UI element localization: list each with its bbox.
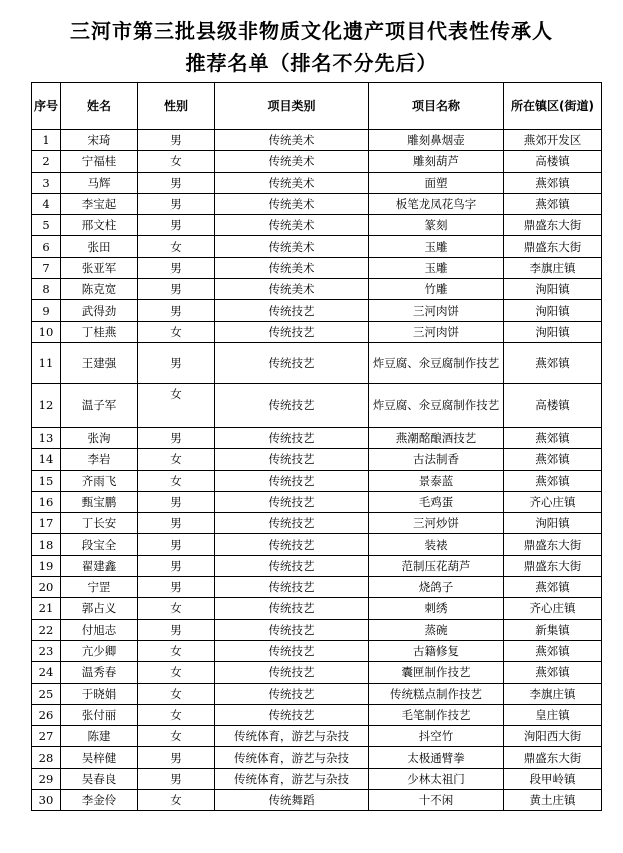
cell-name: 陈克宽 bbox=[61, 279, 138, 300]
cell-project: 毛鸡蛋 bbox=[369, 491, 504, 512]
cell-gender: 女 bbox=[138, 790, 215, 811]
cell-project: 板笔龙凤花鸟字 bbox=[369, 193, 504, 214]
cell-project: 三河炒饼 bbox=[369, 513, 504, 534]
cell-category: 传统美术 bbox=[215, 151, 369, 172]
cell-name: 丁长安 bbox=[61, 513, 138, 534]
cell-name: 马辉 bbox=[61, 172, 138, 193]
cell-gender: 男 bbox=[138, 300, 215, 321]
cell-town: 新集镇 bbox=[504, 619, 602, 640]
cell-category: 传统技艺 bbox=[215, 513, 369, 534]
cell-category: 传统美术 bbox=[215, 130, 369, 151]
cell-category: 传统技艺 bbox=[215, 321, 369, 342]
cell-project: 装裱 bbox=[369, 534, 504, 555]
cell-town: 高楼镇 bbox=[504, 383, 602, 427]
cell-category: 传统技艺 bbox=[215, 300, 369, 321]
table-row bbox=[32, 427, 602, 448]
cell-gender: 女 bbox=[138, 321, 215, 342]
cell-project: 烧鸽子 bbox=[369, 577, 504, 598]
table-row bbox=[32, 215, 602, 236]
cell-town: 洵阳镇 bbox=[504, 321, 602, 342]
cell-gender: 男 bbox=[138, 215, 215, 236]
cell-gender: 女 bbox=[138, 470, 215, 491]
cell-category: 传统美术 bbox=[215, 236, 369, 257]
cell-name: 段宝全 bbox=[61, 534, 138, 555]
cell-gender: 男 bbox=[138, 257, 215, 278]
cell-no: 18 bbox=[32, 534, 61, 555]
table-row bbox=[32, 130, 602, 151]
cell-project: 囊匣制作技艺 bbox=[369, 662, 504, 683]
cell-no: 22 bbox=[32, 619, 61, 640]
cell-name: 郭占义 bbox=[61, 598, 138, 619]
table-row bbox=[32, 534, 602, 555]
cell-no: 2 bbox=[32, 151, 61, 172]
cell-category: 传统舞蹈 bbox=[215, 790, 369, 811]
header-name: 姓名 bbox=[61, 83, 138, 130]
table-row bbox=[32, 172, 602, 193]
cell-town: 燕郊镇 bbox=[504, 172, 602, 193]
cell-project: 三河肉饼 bbox=[369, 321, 504, 342]
cell-project: 篆刻 bbox=[369, 215, 504, 236]
cell-category: 传统技艺 bbox=[215, 683, 369, 704]
cell-town: 燕郊镇 bbox=[504, 662, 602, 683]
cell-no: 3 bbox=[32, 172, 61, 193]
cell-category: 传统技艺 bbox=[215, 342, 369, 383]
header-project: 项目名称 bbox=[369, 83, 504, 130]
table-header-row bbox=[32, 83, 602, 130]
cell-gender: 女 bbox=[138, 662, 215, 683]
cell-name: 吴梓健 bbox=[61, 747, 138, 768]
cell-gender: 女 bbox=[138, 640, 215, 661]
table-row bbox=[32, 555, 602, 576]
cell-no: 10 bbox=[32, 321, 61, 342]
table-row bbox=[32, 683, 602, 704]
cell-gender: 男 bbox=[138, 193, 215, 214]
cell-category: 传统技艺 bbox=[215, 619, 369, 640]
cell-name: 温秀春 bbox=[61, 662, 138, 683]
cell-no: 15 bbox=[32, 470, 61, 491]
cell-town: 洵阳镇 bbox=[504, 279, 602, 300]
cell-no: 21 bbox=[32, 598, 61, 619]
cell-town: 鼎盛东大街 bbox=[504, 555, 602, 576]
cell-category: 传统美术 bbox=[215, 215, 369, 236]
cell-category: 传统美术 bbox=[215, 172, 369, 193]
cell-no: 16 bbox=[32, 491, 61, 512]
cell-name: 张付丽 bbox=[61, 704, 138, 725]
cell-town: 燕郊镇 bbox=[504, 449, 602, 470]
header-category: 项目类别 bbox=[215, 83, 369, 130]
cell-name: 宋琦 bbox=[61, 130, 138, 151]
cell-no: 30 bbox=[32, 790, 61, 811]
cell-name: 王建强 bbox=[61, 342, 138, 383]
cell-name: 武得劲 bbox=[61, 300, 138, 321]
cell-gender: 男 bbox=[138, 534, 215, 555]
cell-town: 洵阳镇 bbox=[504, 300, 602, 321]
cell-gender: 男 bbox=[138, 768, 215, 789]
cell-gender: 女 bbox=[138, 236, 215, 257]
cell-project: 燕潮酩酿酒技艺 bbox=[369, 427, 504, 448]
cell-name: 甄宝鹏 bbox=[61, 491, 138, 512]
cell-project: 炸豆腐、氽豆腐制作技艺 bbox=[369, 383, 504, 427]
cell-project: 刺绣 bbox=[369, 598, 504, 619]
cell-town: 鼎盛东大街 bbox=[504, 236, 602, 257]
cell-gender: 女 bbox=[138, 383, 215, 427]
cell-project: 古籍修复 bbox=[369, 640, 504, 661]
header-gender: 性别 bbox=[138, 83, 215, 130]
cell-gender: 男 bbox=[138, 342, 215, 383]
cell-category: 传统美术 bbox=[215, 279, 369, 300]
cell-name: 温子军 bbox=[61, 383, 138, 427]
table-row bbox=[32, 513, 602, 534]
cell-category: 传统体育，游艺与杂技 bbox=[215, 747, 369, 768]
cell-no: 13 bbox=[32, 427, 61, 448]
cell-no: 12 bbox=[32, 383, 61, 427]
cell-category: 传统体育，游艺与杂技 bbox=[215, 768, 369, 789]
cell-category: 传统美术 bbox=[215, 257, 369, 278]
cell-name: 李金伶 bbox=[61, 790, 138, 811]
cell-no: 6 bbox=[32, 236, 61, 257]
cell-name: 邢文柱 bbox=[61, 215, 138, 236]
table-row bbox=[32, 257, 602, 278]
cell-gender: 女 bbox=[138, 683, 215, 704]
cell-name: 齐雨飞 bbox=[61, 470, 138, 491]
cell-no: 20 bbox=[32, 577, 61, 598]
table-row bbox=[32, 491, 602, 512]
cell-name: 亢少卿 bbox=[61, 640, 138, 661]
cell-town: 燕郊镇 bbox=[504, 577, 602, 598]
cell-project: 少林太祖门 bbox=[369, 768, 504, 789]
cell-no: 17 bbox=[32, 513, 61, 534]
cell-project: 雕刻鼻烟壶 bbox=[369, 130, 504, 151]
cell-no: 29 bbox=[32, 768, 61, 789]
cell-no: 24 bbox=[32, 662, 61, 683]
cell-name: 付旭志 bbox=[61, 619, 138, 640]
cell-category: 传统美术 bbox=[215, 193, 369, 214]
cell-no: 1 bbox=[32, 130, 61, 151]
table-row bbox=[32, 704, 602, 725]
cell-town: 黄土庄镇 bbox=[504, 790, 602, 811]
cell-gender: 女 bbox=[138, 726, 215, 747]
table-row bbox=[32, 470, 602, 491]
cell-town: 李旗庄镇 bbox=[504, 257, 602, 278]
cell-town: 燕郊镇 bbox=[504, 640, 602, 661]
cell-no: 19 bbox=[32, 555, 61, 576]
cell-project: 太极通臂拳 bbox=[369, 747, 504, 768]
cell-category: 传统技艺 bbox=[215, 555, 369, 576]
cell-name: 李岩 bbox=[61, 449, 138, 470]
table-row bbox=[32, 790, 602, 811]
cell-name: 宁福桂 bbox=[61, 151, 138, 172]
cell-town: 燕郊镇 bbox=[504, 427, 602, 448]
table-row bbox=[32, 768, 602, 789]
cell-no: 8 bbox=[32, 279, 61, 300]
cell-name: 宁罡 bbox=[61, 577, 138, 598]
cell-town: 李旗庄镇 bbox=[504, 683, 602, 704]
table-row bbox=[32, 640, 602, 661]
document-subtitle: 推荐名单（排名不分先后） bbox=[185, 51, 438, 75]
cell-category: 传统技艺 bbox=[215, 427, 369, 448]
cell-gender: 男 bbox=[138, 279, 215, 300]
cell-name: 吴春良 bbox=[61, 768, 138, 789]
cell-no: 23 bbox=[32, 640, 61, 661]
cell-town: 皇庄镇 bbox=[504, 704, 602, 725]
cell-project: 竹雕 bbox=[369, 279, 504, 300]
cell-no: 4 bbox=[32, 193, 61, 214]
table-row bbox=[32, 449, 602, 470]
cell-category: 传统技艺 bbox=[215, 534, 369, 555]
cell-town: 燕郊开发区 bbox=[504, 130, 602, 151]
cell-no: 14 bbox=[32, 449, 61, 470]
cell-gender: 男 bbox=[138, 491, 215, 512]
cell-no: 27 bbox=[32, 726, 61, 747]
cell-category: 传统技艺 bbox=[215, 704, 369, 725]
cell-town: 高楼镇 bbox=[504, 151, 602, 172]
cell-project: 玉雕 bbox=[369, 236, 504, 257]
cell-category: 传统技艺 bbox=[215, 598, 369, 619]
cell-category: 传统技艺 bbox=[215, 449, 369, 470]
cell-town: 鼎盛东大街 bbox=[504, 747, 602, 768]
cell-category: 传统技艺 bbox=[215, 577, 369, 598]
table-row bbox=[32, 747, 602, 768]
cell-gender: 男 bbox=[138, 427, 215, 448]
cell-name: 张洵 bbox=[61, 427, 138, 448]
cell-gender: 男 bbox=[138, 172, 215, 193]
cell-town: 鼎盛东大街 bbox=[504, 215, 602, 236]
cell-gender: 男 bbox=[138, 130, 215, 151]
cell-project: 蒸碗 bbox=[369, 619, 504, 640]
table-row bbox=[32, 598, 602, 619]
cell-category: 传统技艺 bbox=[215, 491, 369, 512]
table-row bbox=[32, 321, 602, 342]
cell-gender: 男 bbox=[138, 577, 215, 598]
table-row bbox=[32, 236, 602, 257]
cell-name: 张亚军 bbox=[61, 257, 138, 278]
table-row bbox=[32, 279, 602, 300]
candidates-table bbox=[31, 82, 602, 811]
cell-category: 传统体育，游艺与杂技 bbox=[215, 726, 369, 747]
table-row bbox=[32, 662, 602, 683]
table-row bbox=[32, 619, 602, 640]
cell-town: 洵阳镇 bbox=[504, 513, 602, 534]
cell-town: 燕郊镇 bbox=[504, 193, 602, 214]
cell-gender: 女 bbox=[138, 704, 215, 725]
cell-project: 炸豆腐、氽豆腐制作技艺 bbox=[369, 342, 504, 383]
table-row bbox=[32, 300, 602, 321]
cell-category: 传统技艺 bbox=[215, 470, 369, 491]
table-row bbox=[32, 151, 602, 172]
cell-category: 传统技艺 bbox=[215, 662, 369, 683]
cell-no: 26 bbox=[32, 704, 61, 725]
header-no: 序号 bbox=[32, 83, 61, 130]
cell-project: 十不闲 bbox=[369, 790, 504, 811]
cell-no: 9 bbox=[32, 300, 61, 321]
cell-name: 张田 bbox=[61, 236, 138, 257]
cell-town: 燕郊镇 bbox=[504, 470, 602, 491]
cell-project: 面塑 bbox=[369, 172, 504, 193]
cell-gender: 男 bbox=[138, 619, 215, 640]
cell-name: 陈建 bbox=[61, 726, 138, 747]
table-row bbox=[32, 726, 602, 747]
table-row bbox=[32, 577, 602, 598]
cell-no: 5 bbox=[32, 215, 61, 236]
cell-project: 毛笔制作技艺 bbox=[369, 704, 504, 725]
cell-town: 齐心庄镇 bbox=[504, 491, 602, 512]
cell-project: 雕刻葫芦 bbox=[369, 151, 504, 172]
cell-gender: 女 bbox=[138, 151, 215, 172]
cell-no: 11 bbox=[32, 342, 61, 383]
cell-name: 丁桂燕 bbox=[61, 321, 138, 342]
cell-category: 传统技艺 bbox=[215, 383, 369, 427]
cell-town: 鼎盛东大街 bbox=[504, 534, 602, 555]
cell-town: 燕郊镇 bbox=[504, 342, 602, 383]
cell-project: 古法制香 bbox=[369, 449, 504, 470]
cell-no: 28 bbox=[32, 747, 61, 768]
table-row bbox=[32, 342, 602, 383]
cell-gender: 男 bbox=[138, 555, 215, 576]
cell-project: 范制压花葫芦 bbox=[369, 555, 504, 576]
cell-gender: 女 bbox=[138, 598, 215, 619]
cell-town: 段甲岭镇 bbox=[504, 768, 602, 789]
cell-name: 翟建鑫 bbox=[61, 555, 138, 576]
cell-project: 三河肉饼 bbox=[369, 300, 504, 321]
cell-project: 玉雕 bbox=[369, 257, 504, 278]
cell-no: 25 bbox=[32, 683, 61, 704]
cell-project: 抖空竹 bbox=[369, 726, 504, 747]
document-title: 三河市第三批县级非物质文化遗产项目代表性传承人 bbox=[70, 19, 553, 43]
cell-project: 景泰蓝 bbox=[369, 470, 504, 491]
cell-gender: 女 bbox=[138, 449, 215, 470]
table-row bbox=[32, 383, 602, 427]
cell-town: 齐心庄镇 bbox=[504, 598, 602, 619]
cell-name: 李宝起 bbox=[61, 193, 138, 214]
cell-town: 洵阳西大街 bbox=[504, 726, 602, 747]
cell-no: 7 bbox=[32, 257, 61, 278]
cell-gender: 男 bbox=[138, 747, 215, 768]
cell-name: 于晓娟 bbox=[61, 683, 138, 704]
cell-category: 传统技艺 bbox=[215, 640, 369, 661]
cell-gender: 男 bbox=[138, 513, 215, 534]
table-row bbox=[32, 193, 602, 214]
cell-project: 传统糕点制作技艺 bbox=[369, 683, 504, 704]
header-town: 所在镇区(街道) bbox=[504, 83, 602, 130]
